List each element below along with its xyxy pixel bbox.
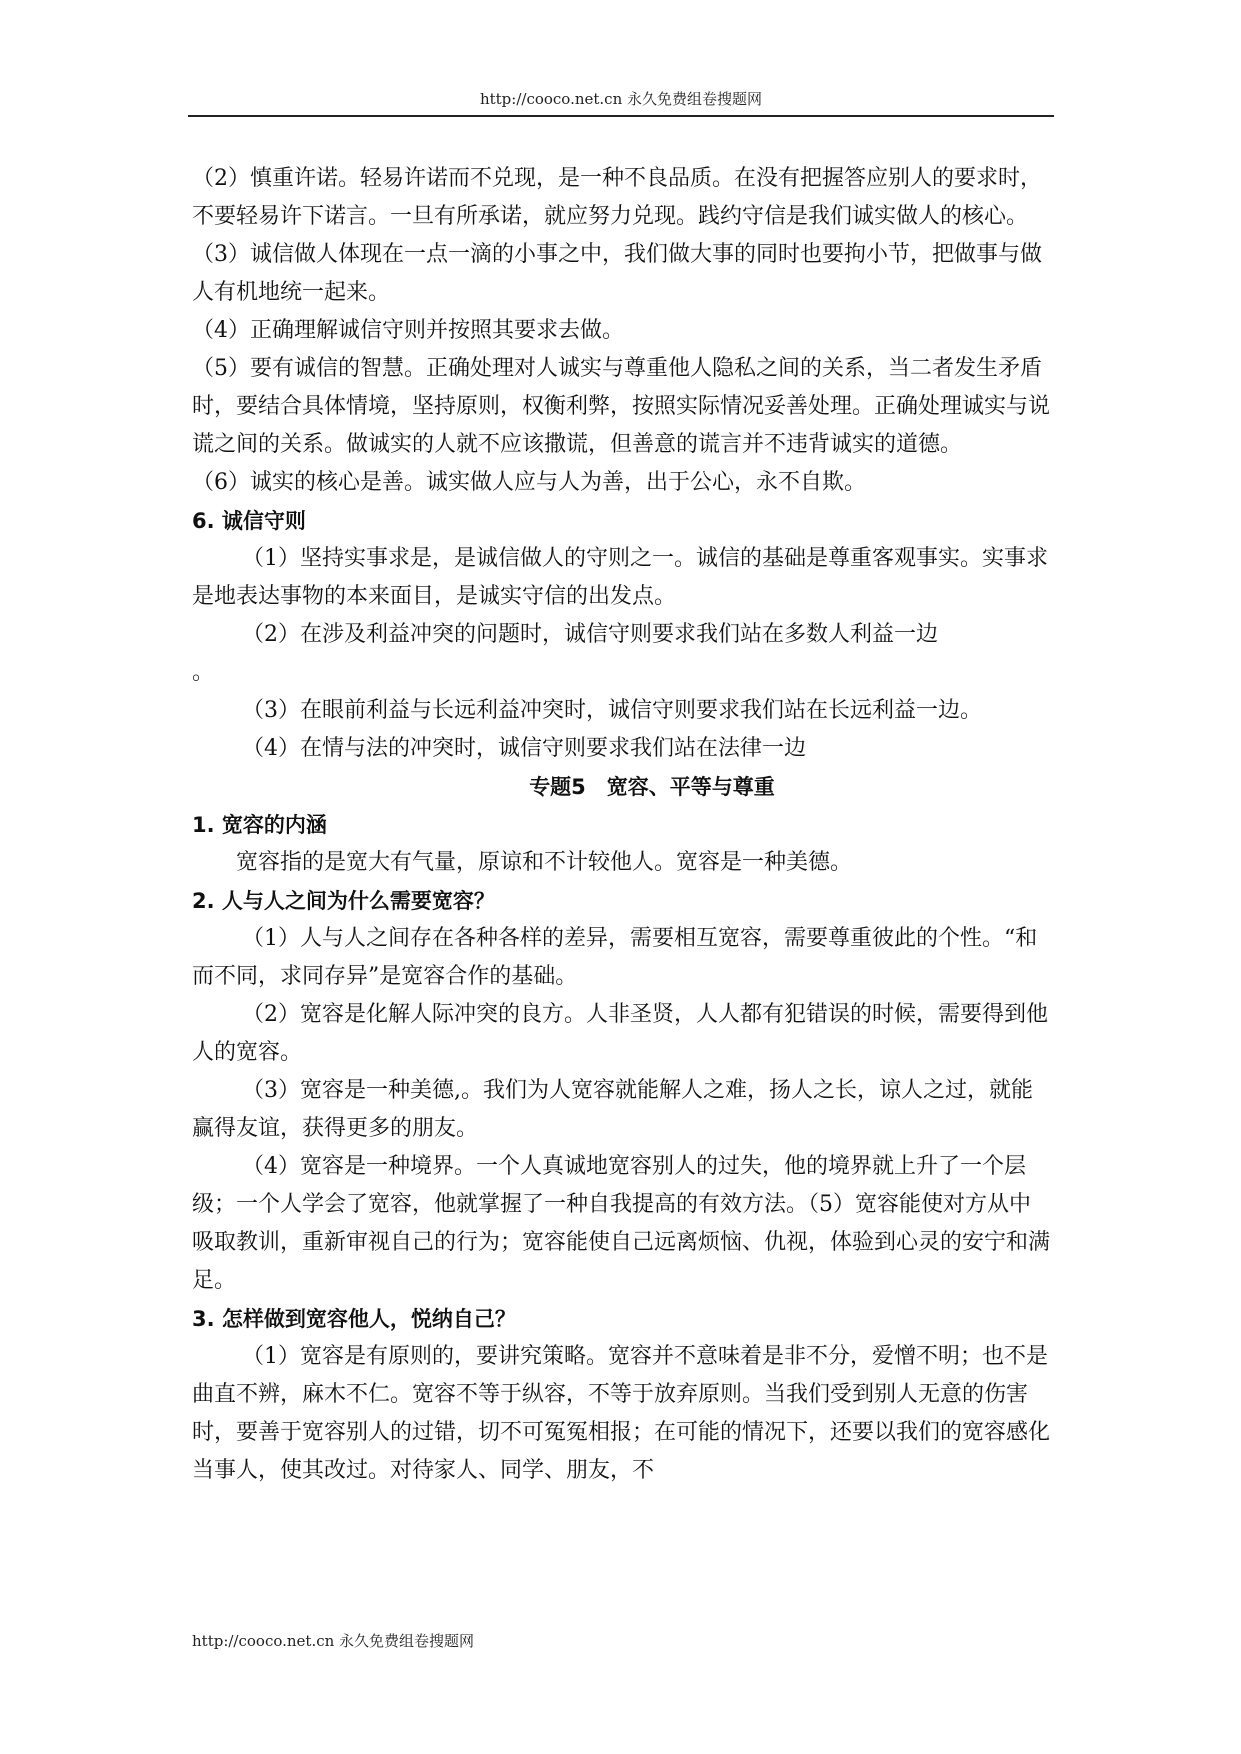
paragraph-rules-2: （2）在涉及利益冲突的问题时，诚信守则要求我们站在多数人利益一边 bbox=[242, 622, 938, 647]
paragraph-integrity-4: （4）正确理解诚信守则并按照其要求去做。 bbox=[192, 318, 624, 343]
section-heading-tolerance-meaning: 1. 宽容的内涵 bbox=[192, 813, 327, 837]
paragraph-why-4: （4）宽容是一种境界。一个人真诚地宽容别人的过失，他的境界就上升了一个层级；一个人学会了宽容，他就掌握了一种自我提高的有效方法。（5）宽容能使对方从中吸取教训，重新审视自己的行为；宽容能使自己远离烦恼、仇视，体验到心灵的安宁和满足。 bbox=[192, 1154, 1051, 1293]
page-footer: http://cooco.net.cn 永久免费组卷搜题网 bbox=[192, 1632, 475, 1650]
paragraph-rules-4: （4）在情与法的冲突时，诚信守则要求我们站在法律一边 bbox=[242, 736, 806, 761]
section-heading-integrity-rules: 6. 诚信守则 bbox=[192, 509, 306, 533]
section-heading-why-tolerance: 2. 人与人之间为什么需要宽容？ bbox=[192, 889, 495, 913]
paragraph-rules-1: （1）坚持实事求是，是诚信做人的守则之一。诚信的基础是尊重客观事实。实事求是地表达事物的本来面目，是诚实守信的出发点。 bbox=[192, 546, 1048, 609]
paragraph-integrity-3: （3）诚信做人体现在一点一滴的小事之中，我们做大事的同时也要拘小节，把做事与做人有机地统一起来。 bbox=[192, 242, 1042, 305]
page-header: http://cooco.net.cn 永久免费组卷搜题网 bbox=[479, 90, 763, 108]
paragraph-rules-3: （3）在眼前利益与长远利益冲突时，诚信守则要求我们站在长远利益一边。 bbox=[242, 698, 982, 723]
paragraph-why-2: （2）宽容是化解人际冲突的良方。人非圣贤，人人都有犯错误的时候，需要得到他人的宽容。 bbox=[192, 1002, 1048, 1065]
paragraph-rules-2-end: 。 bbox=[192, 660, 215, 685]
header-divider bbox=[188, 115, 1054, 117]
paragraph-integrity-5: （5）要有诚信的智慧。正确处理对人诚实与尊重他人隐私之间的关系，当二者发生矛盾时，要结合具体情境，坚持原则，权衡利弊，按照实际情况妥善处理。正确处理诚实与说谎之间的关系。做诚实的人就不应该撒谎，但善意的谎言并不违背诚实的道德。 bbox=[192, 356, 1051, 457]
paragraph-why-3: （3）宽容是一种美德,。我们为人宽容就能解人之难，扬人之长，谅人之过，就能赢得友谊，获得更多的朋友。 bbox=[192, 1078, 1033, 1141]
paragraph-why-1: （1）人与人之间存在各种各样的差异，需要相互宽容，需要尊重彼此的个性。“和而不同，求同存异”是宽容合作的基础。 bbox=[192, 926, 1038, 989]
paragraph-tolerance-meaning: 宽容指的是宽大有气量，原谅和不计较他人。宽容是一种美德。 bbox=[236, 850, 853, 875]
document-body bbox=[192, 160, 1052, 1490]
section-heading-how-tolerance: 3. 怎样做到宽容他人，悦纳自己？ bbox=[192, 1307, 516, 1331]
topic-title: 专题5 宽容、平等与尊重 bbox=[529, 775, 775, 799]
paragraph-how-1: （1）宽容是有原则的，要讲究策略。宽容并不意味着是非不分，爱憎不明；也不是曲直不辨，麻木不仁。宽容不等于纵容，不等于放弃原则。当我们受到别人无意的伤害时，要善于宽容别人的过错，切不可冤冤相报；在可能的情况下，还要以我们的宽容感化当事人，使其改过。对待家人、同学、朋友，不 bbox=[192, 1344, 1051, 1483]
paragraph-integrity-6: （6）诚实的核心是善。诚实做人应与人为善，出于公心，永不自欺。 bbox=[192, 470, 866, 495]
paragraph-integrity-2: （2）慎重许诺。轻易许诺而不兑现，是一种不良品质。在没有把握答应别人的要求时，不要轻易许下诺言。一旦有所承诺，就应努力兑现。践约守信是我们诚实做人的核心。 bbox=[192, 166, 1042, 229]
